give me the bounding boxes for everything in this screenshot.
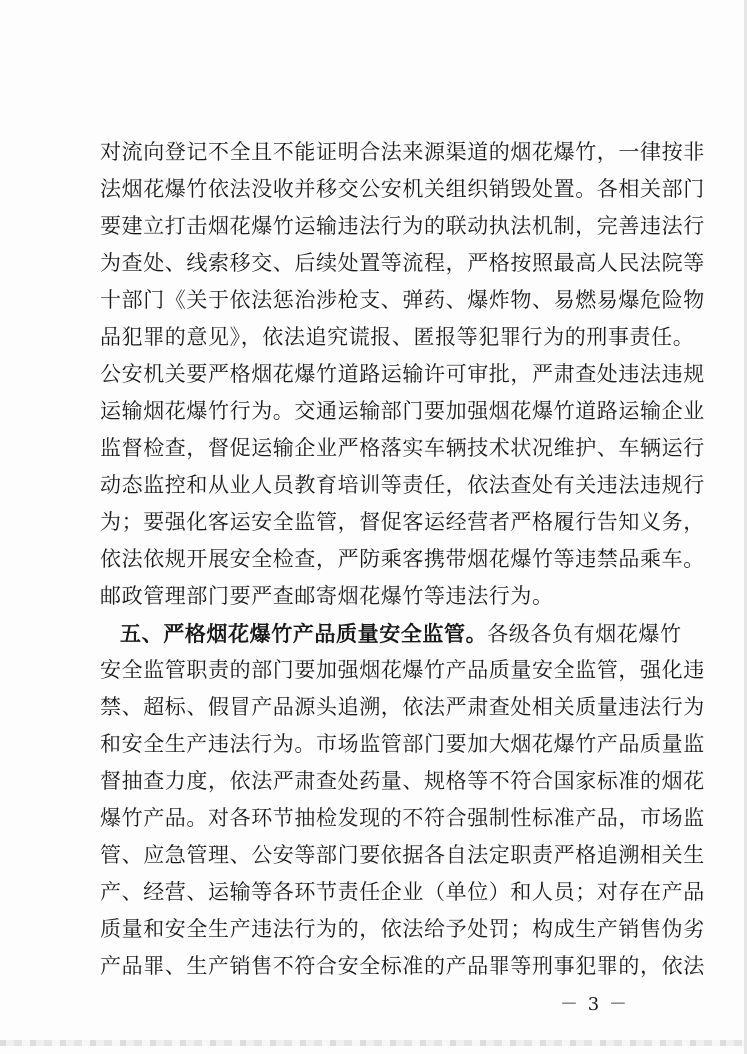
- paragraph-line: 法烟花爆竹依法没收并移交公安机关组织销毁处置。各相关部门: [100, 177, 705, 201]
- paragraph-line: 为；要强化客运安全监管，督促客运经营者严格履行告知义务，: [100, 510, 705, 534]
- paragraph-line: 管、应急管理、公安等部门要依据各自法定职责严格追溯相关生: [100, 843, 705, 867]
- paragraph-line: 对流向登记不全且不能证明合法来源渠道的烟花爆竹，一律按非: [100, 140, 705, 164]
- paragraph-line: 动态监控和从业人员教育培训等责任，依法查处有关违法违规行: [100, 473, 705, 497]
- paragraph-line: 和安全生产违法行为。市场监管部门要加大烟花爆竹产品质量监: [100, 732, 705, 756]
- paragraph-line: 产、经营、运输等各环节责任企业（单位）和人员；对存在产品: [100, 880, 705, 904]
- section-heading-line: [120, 621, 682, 647]
- scan-noise-bottom: [0, 1040, 747, 1046]
- paragraph-line: 邮政管理部门要严查邮寄烟花爆竹等违法行为。: [100, 584, 554, 608]
- section-heading: 五、严格烟花爆竹产品质量安全监管。: [120, 621, 488, 646]
- paragraph-line: 十部门《关于依法惩治涉枪支、弹药、爆炸物、易燃易爆危险物: [100, 288, 705, 312]
- paragraph-line: 公安机关要严格烟花爆竹道路运输许可审批，严肃查处违法违规: [100, 362, 705, 386]
- paragraph-line: 品犯罪的意见》，依法追究谎报、匿报等犯罪行为的刑事责任。: [100, 325, 695, 349]
- paragraph-line: 运输烟花爆竹行为。交通运输部门要加强烟花爆竹道路运输企业: [100, 399, 705, 423]
- paragraph-line: 要建立打击烟花爆竹运输违法行为的联动执法机制，完善违法行: [100, 214, 705, 238]
- section-heading-continuation: 各级各负有烟花爆竹: [487, 622, 682, 646]
- paragraph-line: 爆竹产品。对各环节抽检发现的不符合强制性标准产品，市场监: [100, 806, 705, 830]
- paragraph-line: 监督检查，督促运输企业严格落实车辆技术状况维护、车辆运行: [100, 436, 705, 460]
- paragraph-line: 安全监管职责的部门要加强烟花爆竹产品质量安全监管，强化违: [100, 658, 705, 682]
- paragraph-line: 依法依规开展安全检查，严防乘客携带烟花爆竹等违禁品乘车。: [100, 547, 705, 571]
- paragraph-line: 产品罪、生产销售不符合安全标准的产品罪等刑事犯罪的，依法: [100, 954, 705, 978]
- page-number: － 3 －: [560, 994, 629, 1015]
- paragraph-line: 为查处、线索移交、后续处置等流程，严格按照最高人民法院等: [100, 251, 705, 275]
- paragraph-line: 督抽查力度，依法严肃查处药量、规格等不符合国家标准的烟花: [100, 769, 705, 793]
- paragraph-line: 禁、超标、假冒产品源头追溯，依法严肃查处相关质量违法行为: [100, 695, 705, 719]
- paragraph-line: 质量和安全生产违法行为的，依法给予处罚；构成生产销售伪劣: [100, 917, 705, 941]
